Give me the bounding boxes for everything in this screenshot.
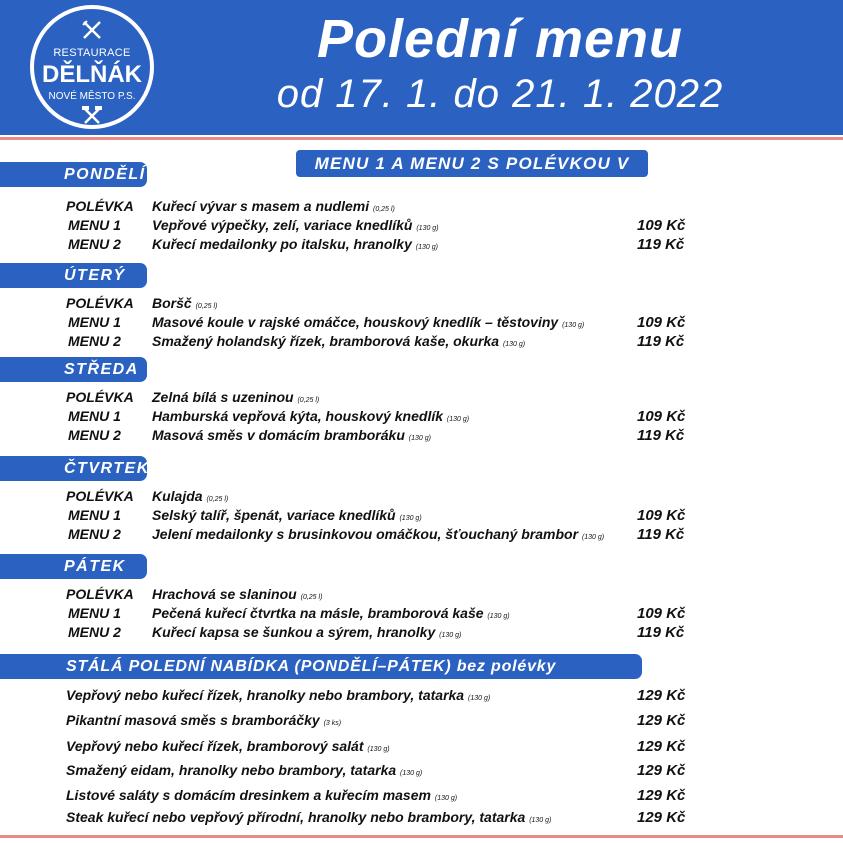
price: 109 Kč <box>637 507 686 524</box>
portion-size: (130 g) <box>581 534 605 541</box>
price: 109 Kč <box>637 314 686 331</box>
dish-text: Smažený holandský řízek, bramborová kaše, okurka <box>152 333 500 349</box>
day-header: ČTVRTEK <box>0 456 147 481</box>
dish-text: Hamburská vepřová kýta, houskový knedlík <box>152 408 444 424</box>
dish-name <box>152 605 510 621</box>
price: 119 Kč <box>637 427 685 444</box>
page-title: Polední menu <box>316 9 684 69</box>
dish-text: Jelení medailonky s brusinkovou omáčkou, šťouchaný brambor <box>152 526 579 542</box>
menu-row <box>0 586 843 606</box>
dish-name <box>152 198 395 214</box>
portion-size: (130 g) <box>446 416 470 423</box>
day-header: PÁTEK <box>0 554 147 579</box>
dish-name <box>152 389 319 405</box>
dish-name <box>152 333 525 349</box>
price: 129 Kč <box>637 738 686 755</box>
soup-included-banner: MENU 1 A MENU 2 S POLÉVKOU V CENĚ <box>296 150 648 177</box>
portion-size: (0,25 l) <box>300 594 323 601</box>
dish-text: Selský talíř, špenát, variace knedlíků <box>152 507 396 523</box>
menu-label: MENU 1 <box>68 408 121 424</box>
dish-name <box>152 488 228 504</box>
dish-text: Hrachová se slaninou <box>152 586 297 602</box>
menu-row <box>0 389 843 409</box>
menu-label: POLÉVKA <box>66 295 134 311</box>
menu-label: MENU 2 <box>68 333 121 349</box>
menu-label: MENU 1 <box>68 314 121 330</box>
portion-size: (3 ks) <box>323 720 342 727</box>
dish-name <box>152 427 431 443</box>
portion-size: (130 g) <box>434 795 458 802</box>
fixed-offer-header: STÁLÁ POLEDNÍ NABÍDKA (PONDĚLÍ–PÁTEK) bez polévky <box>0 654 642 679</box>
cutlery-icon <box>81 19 103 41</box>
day-header: ÚTERÝ <box>0 263 147 288</box>
dish-name <box>152 507 422 523</box>
price: 129 Kč <box>637 809 686 826</box>
menu-label: MENU 2 <box>68 526 121 542</box>
dish-text: Kuřecí kapsa se šunkou a sýrem, hranolky <box>152 624 436 640</box>
menu-row <box>0 624 843 644</box>
dish-name <box>152 217 439 233</box>
dish-text: Steak kuřecí nebo vepřový přírodní, hranolky nebo brambory, tatarka <box>66 809 526 825</box>
dish-text: Vepřový nebo kuřecí řízek, hranolky nebo brambory, tatarka <box>66 687 465 703</box>
logo-line-2: DĚLŇÁK <box>42 61 142 88</box>
menu-row <box>0 236 843 256</box>
fixed-offer-row <box>66 687 786 707</box>
price: 119 Kč <box>637 526 685 543</box>
price: 109 Kč <box>637 605 686 622</box>
price: 119 Kč <box>637 624 685 641</box>
menu-row <box>0 526 843 546</box>
portion-size: (0,25 l) <box>297 397 320 404</box>
dish-name <box>152 624 461 640</box>
portion-size: (130 g) <box>468 695 491 702</box>
menu-label: MENU 2 <box>68 236 121 252</box>
menu-row <box>0 427 843 447</box>
hammers-icon <box>81 105 103 125</box>
dish-text: Vepřové výpečky, zelí, variace knedlíků <box>152 217 413 233</box>
restaurant-logo <box>30 5 154 129</box>
day-header: PONDĚLÍ <box>0 162 147 187</box>
menu-label: POLÉVKA <box>66 198 134 214</box>
fixed-offer-row <box>66 712 786 732</box>
dish-text: Boršč <box>152 295 192 311</box>
fixed-offer-row <box>66 787 786 807</box>
price: 129 Kč <box>637 787 686 804</box>
dish-text: Kulajda <box>152 488 203 504</box>
menu-label: MENU 1 <box>68 217 121 233</box>
price: 129 Kč <box>637 762 686 779</box>
portion-size: (130 g) <box>400 770 423 777</box>
fixed-offer-row <box>66 738 786 758</box>
portion-size: (130 g) <box>502 341 526 348</box>
dish-text: Kuřecí medailonky po italsku, hranolky <box>152 236 412 252</box>
menu-row <box>0 295 843 315</box>
fixed-offer-row <box>66 809 786 829</box>
dish-text: Zelná bílá s uzeninou <box>152 389 294 405</box>
price: 129 Kč <box>637 712 686 729</box>
dish-text: Pikantní masová směs s bramboráčky <box>66 712 320 728</box>
dish-text: Smažený eidam, hranolky nebo brambory, tatarka <box>66 762 397 778</box>
dish-name <box>152 526 604 542</box>
price: 119 Kč <box>637 333 685 350</box>
dish-name <box>152 295 217 311</box>
menu-row <box>0 314 843 334</box>
menu-label: POLÉVKA <box>66 586 134 602</box>
menu-label: POLÉVKA <box>66 389 134 405</box>
price: 109 Kč <box>637 408 686 425</box>
dish-text: Kuřecí vývar s masem a nudlemi <box>152 198 370 214</box>
header-divider <box>0 137 843 140</box>
menu-label: MENU 2 <box>68 624 121 640</box>
menu-label: MENU 1 <box>68 605 121 621</box>
menu-label: MENU 1 <box>68 507 121 523</box>
dish-text: Masové koule v rajské omáčce, houskový knedlík – těstoviny <box>152 314 559 330</box>
menu-row <box>0 605 843 625</box>
portion-size: (0,25 l) <box>373 206 395 213</box>
price: 119 Kč <box>637 236 685 253</box>
portion-size: (0,25 l) <box>206 496 229 503</box>
menu-row <box>0 217 843 237</box>
footer-divider <box>0 835 843 838</box>
portion-size: (0,25 l) <box>195 303 218 310</box>
header <box>0 0 843 135</box>
day-header: STŘEDA <box>0 357 147 382</box>
dish-name <box>152 314 584 330</box>
menu-label: MENU 2 <box>68 427 121 443</box>
portion-size: (130 g) <box>415 244 438 251</box>
logo-line-3: NOVÉ MĚSTO P.S. <box>48 91 136 102</box>
price: 109 Kč <box>637 217 686 234</box>
menu-row <box>0 333 843 353</box>
portion-size: (130 g) <box>367 746 390 753</box>
portion-size: (130 g) <box>562 322 585 329</box>
portion-size: (130 g) <box>416 225 439 232</box>
price: 129 Kč <box>637 687 686 704</box>
logo-line-1: RESTAURACE <box>53 47 131 59</box>
menu-label: POLÉVKA <box>66 488 134 504</box>
portion-size: (130 g) <box>529 817 552 824</box>
dish-name <box>152 586 322 602</box>
dish-text: Vepřový nebo kuřecí řízek, bramborový salát <box>66 738 364 754</box>
dish-name <box>152 408 469 424</box>
menu-row <box>0 488 843 508</box>
fixed-offer-row <box>66 762 786 782</box>
menu-row <box>0 198 843 218</box>
dish-name <box>152 236 438 252</box>
portion-size: (130 g) <box>399 515 422 522</box>
dish-text: Listové saláty s domácím dresinkem a kuřecím masem <box>66 787 431 803</box>
portion-size: (130 g) <box>487 613 510 620</box>
dish-text: Pečená kuřecí čtvrtka na másle, bramborová kaše <box>152 605 484 621</box>
date-range: od 17. 1. do 21. 1. 2022 <box>276 72 724 116</box>
portion-size: (130 g) <box>439 632 462 639</box>
portion-size: (130 g) <box>408 435 431 442</box>
menu-row <box>0 507 843 527</box>
dish-text: Masová směs v domácím bramboráku <box>152 427 405 443</box>
menu-row <box>0 408 843 428</box>
